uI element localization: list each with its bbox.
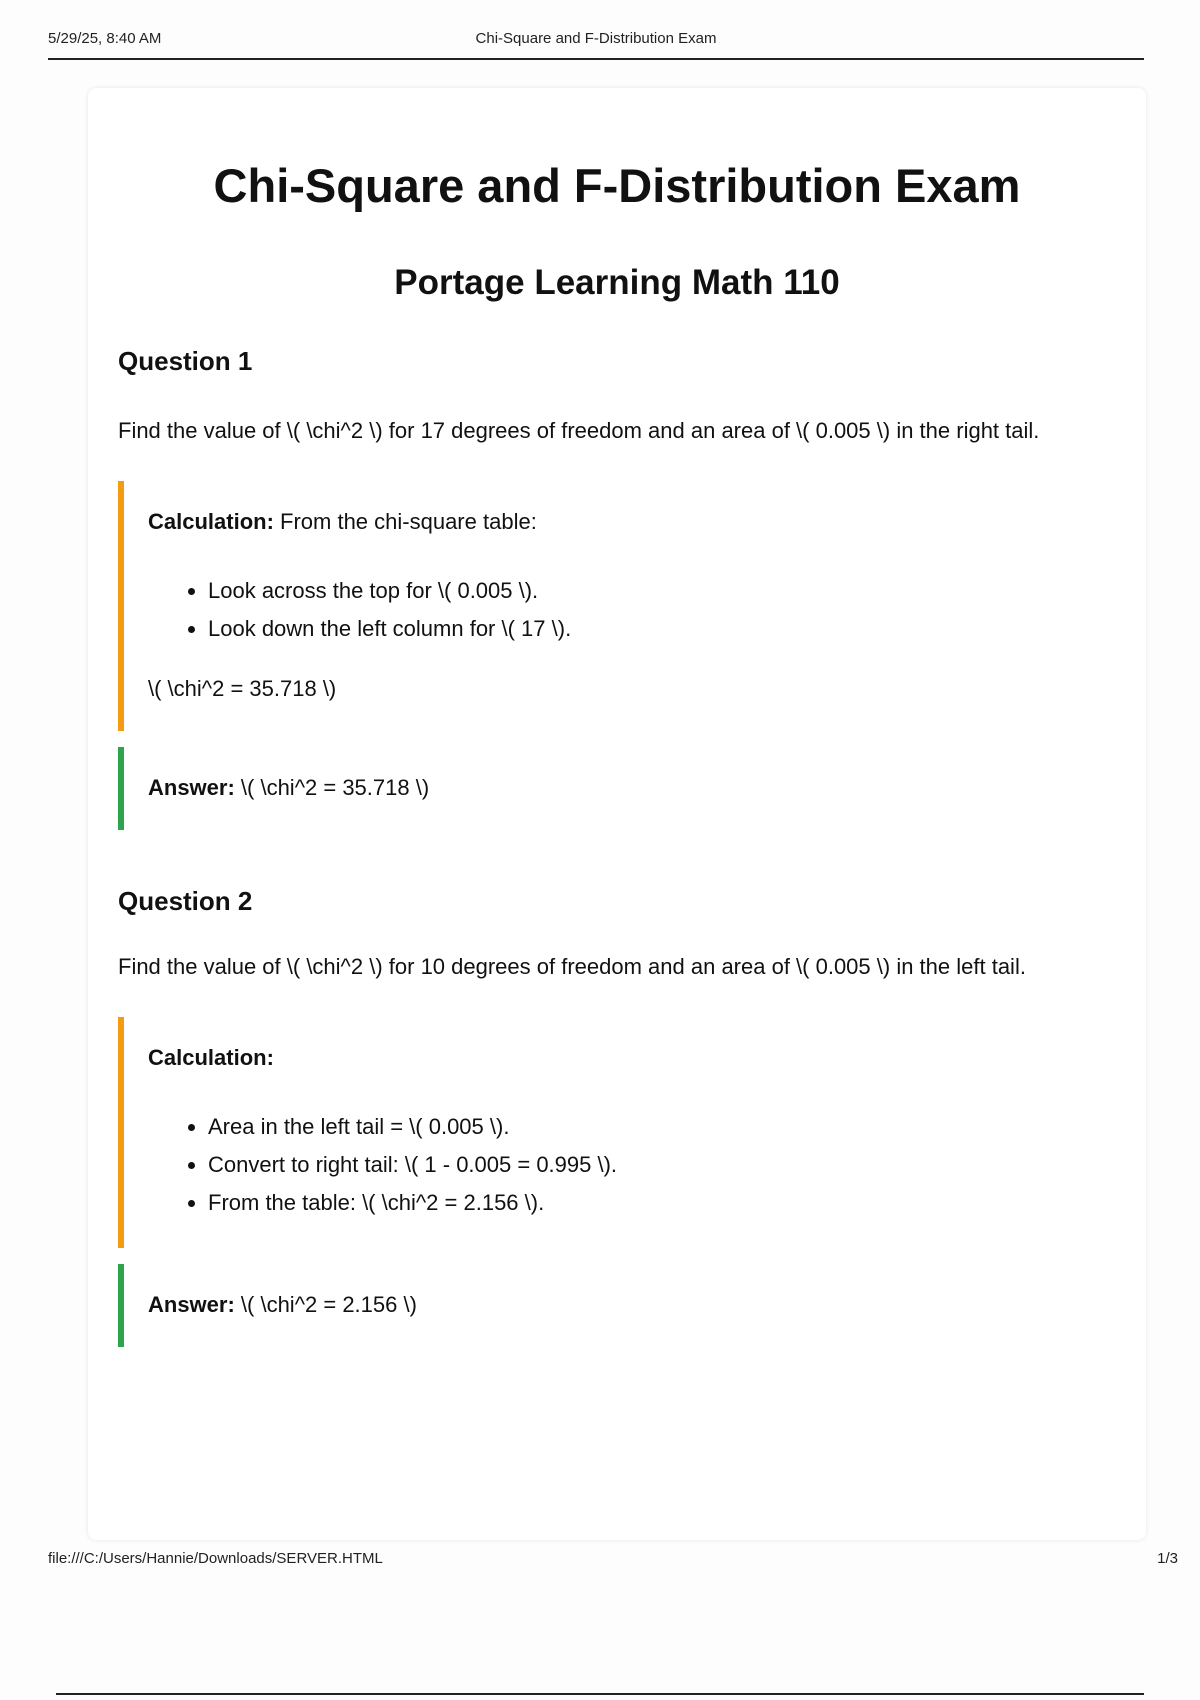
calculation-step: • Area in the left tail = \( 0.005 \). (208, 1108, 1096, 1146)
question-2-answer (118, 1264, 1116, 1347)
question-1-heading: Question 1 (118, 346, 253, 377)
calculation-label: Calculation: (148, 1044, 274, 1070)
answer-label: Answer: (148, 774, 235, 800)
print-doc-title: Chi-Square and F-Distribution Exam (475, 30, 717, 47)
question-1-calculation (118, 481, 1116, 731)
calculation-result: \( \chi^2 = 35.718 \) (148, 676, 337, 702)
calculation-step: • From the table: \( \chi^2 = 2.156 \). (208, 1184, 1096, 1222)
answer-value: \( \chi^2 = 35.718 \) (234, 774, 430, 800)
print-page-number: 1/3 (1157, 1550, 1178, 1567)
calculation-label: Calculation: (148, 509, 274, 535)
calculation-step: • Look down the left column for \( 17 \). (208, 610, 1096, 648)
calculation-steps (148, 1108, 1096, 1222)
question-2-text: Find the value of \( \chi^2 \) for 10 degrees of freedom and an area of \( 0.005 \) in the left tail. (118, 953, 1026, 979)
calculation-steps (148, 572, 1096, 648)
calculation-intro-text: From the chi-square table: (273, 509, 537, 535)
question-2-calculation (118, 1017, 1116, 1248)
calculation-step: • Look across the top for \( 0.005 \). (208, 572, 1096, 610)
exam-card (88, 88, 1146, 1540)
question-1-text: Find the value of \( \chi^2 \) for 17 degrees of freedom and an area of \( 0.005 \) in the right tail. (118, 418, 1040, 444)
answer-label: Answer: (148, 1291, 235, 1317)
print-file-url: file:///C:/Users/Hannie/Downloads/SERVER.HTML (48, 1550, 383, 1567)
calculation-intro (148, 507, 1096, 538)
calculation-step: • Convert to right tail: \( 1 - 0.005 = 0.995 \). (208, 1146, 1096, 1184)
next-page-header-rule (56, 1693, 1144, 1695)
print-date: 5/29/25, 8:40 AM (48, 30, 162, 47)
page-subtitle: Portage Learning Math 110 (394, 262, 840, 302)
question-2-heading: Question 2 (118, 885, 253, 916)
page-title: Chi-Square and F-Distribution Exam (213, 159, 1021, 212)
question-1-answer (118, 747, 1116, 830)
answer-value: \( \chi^2 = 2.156 \) (234, 1291, 417, 1317)
print-header (48, 30, 1144, 60)
